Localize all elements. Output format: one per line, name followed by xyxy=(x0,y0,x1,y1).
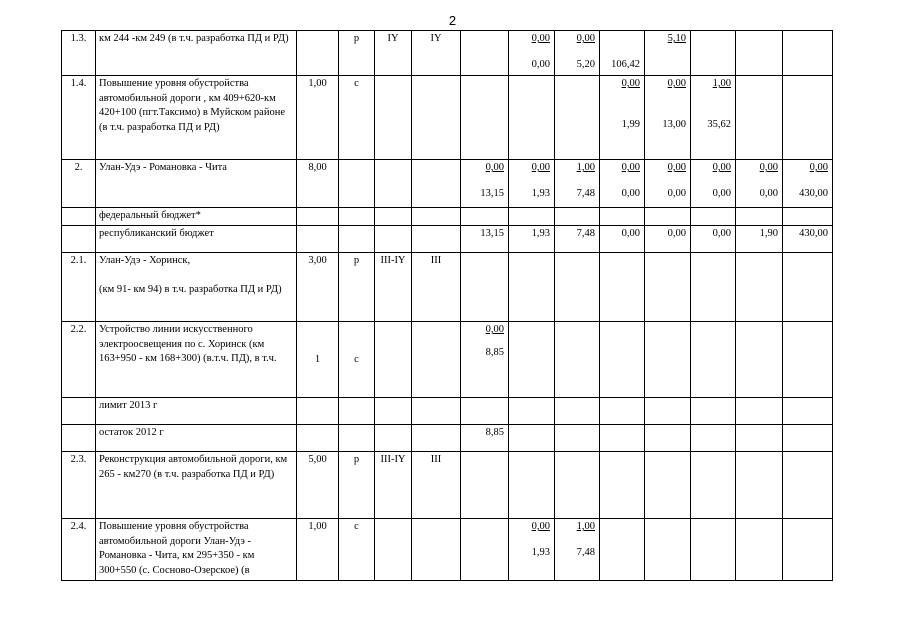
row-length: 1 xyxy=(297,322,339,398)
row-number: 1.4. xyxy=(62,76,96,160)
value-cell: 1,00 7,48 xyxy=(555,519,600,581)
row-number: 2. xyxy=(62,160,96,208)
value-cell: 0,00 13,00 xyxy=(645,76,691,160)
value-cell: 0,00 13,15 xyxy=(461,160,509,208)
table-row-2-1 xyxy=(62,253,833,322)
row-name: Улан-Удэ - Хоринск, (км 91- км 94) в т.ч. разработка ПД и РД) xyxy=(96,253,297,322)
value-cell: 1,00 7,48 xyxy=(555,160,600,208)
table-row-2-2 xyxy=(62,322,833,398)
row-name: Улан-Удэ - Романовка - Чита xyxy=(96,160,297,208)
row-category: III-IY xyxy=(375,253,412,322)
value-cell: 0,00 0,00 xyxy=(645,160,691,208)
value-cell: 0,00 xyxy=(691,226,736,253)
row-type: р xyxy=(339,253,375,322)
row-number: 2.4. xyxy=(62,519,96,581)
row-name: Повышение уровня обустройства автомобильной дороги , км 409+620-км 420+100 (пгт.Таксимо) в Муйском районе (в т.ч. разработка ПД и РД) xyxy=(96,76,297,160)
value-cell: 1,93 xyxy=(509,226,555,253)
row-name: лимит 2013 г xyxy=(96,398,297,425)
row-type: р xyxy=(339,31,375,76)
row-category: IY xyxy=(375,31,412,76)
row-name: Реконструкция автомобильной дороги, км 265 - км270 (в т.ч. разработка ПД и РД) xyxy=(96,452,297,519)
value-cell: 1,00 35,62 xyxy=(691,76,736,160)
value-cell: 0,00 0,00 xyxy=(509,31,555,76)
value-cell: 430,00 xyxy=(783,226,833,253)
row-name: Повышение уровня обустройства автомобильной дороги Улан-Удэ - Романовка - Чита, км 295+350 - км 300+550 (с. Сосново-Озерское) (в xyxy=(96,519,297,581)
row-category: III xyxy=(412,253,461,322)
value-cell: 0,00 xyxy=(600,226,645,253)
row-category: III xyxy=(412,452,461,519)
value-cell: 7,48 xyxy=(555,226,600,253)
value-cell: 0,00 0,00 xyxy=(736,160,783,208)
row-length: 5,00 xyxy=(297,452,339,519)
row-type: с xyxy=(339,76,375,160)
row-name: км 244 -км 249 (в т.ч. разработка ПД и РД) xyxy=(96,31,297,76)
table-row-1-4 xyxy=(62,76,833,160)
table-row-2-4 xyxy=(62,519,833,581)
table-row-limit-2013 xyxy=(62,398,833,425)
row-type: с xyxy=(339,322,375,398)
table-row-remainder-2012 xyxy=(62,425,833,452)
value-cell: 0,00 0,00 xyxy=(691,160,736,208)
row-number: 2.2. xyxy=(62,322,96,398)
row-category: III-IY xyxy=(375,452,412,519)
value-cell: 0,00 1,93 xyxy=(509,519,555,581)
row-name: Устройство линии искусственного электроосвещения по с. Хоринск (км 163+950 - км 168+300) (в.т.ч. ПД), в т.ч. xyxy=(96,322,297,398)
row-number: 2.3. xyxy=(62,452,96,519)
table-row-2-3 xyxy=(62,452,833,519)
row-length: 8,00 xyxy=(297,160,339,208)
row-name: остаток 2012 г xyxy=(96,425,297,452)
value-cell: 5,10 xyxy=(645,31,691,76)
row-length: 1,00 xyxy=(297,519,339,581)
row-length: 3,00 xyxy=(297,253,339,322)
row-type: с xyxy=(339,519,375,581)
value-cell: 0,00 430,00 xyxy=(783,160,833,208)
row-type: р xyxy=(339,452,375,519)
value-cell: 0,00 8,85 xyxy=(461,322,509,398)
row-number: 2.1. xyxy=(62,253,96,322)
value-cell: 0,00 1,99 xyxy=(600,76,645,160)
value-cell: 0,00 5,20 xyxy=(555,31,600,76)
table-row-federal-budget xyxy=(62,208,833,226)
table-row-republican-budget xyxy=(62,226,833,253)
row-name: республиканский бюджет xyxy=(96,226,297,253)
value-cell: 13,15 xyxy=(461,226,509,253)
table-row-1-3 xyxy=(62,31,833,76)
value-cell: 8,85 xyxy=(461,425,509,452)
page-number: 2 xyxy=(448,13,457,28)
row-category: IY xyxy=(412,31,461,76)
value-cell: 0,00 0,00 xyxy=(600,160,645,208)
value-cell: 106,42 xyxy=(600,31,645,76)
row-number: 1.3. xyxy=(62,31,96,76)
value-cell: 0,00 1,93 xyxy=(509,160,555,208)
table-row-2 xyxy=(62,160,833,208)
value-cell: 1,90 xyxy=(736,226,783,253)
row-length: 1,00 xyxy=(297,76,339,160)
row-name: федеральный бюджет* xyxy=(96,208,297,226)
value-cell: 0,00 xyxy=(645,226,691,253)
road-program-table xyxy=(61,30,833,581)
